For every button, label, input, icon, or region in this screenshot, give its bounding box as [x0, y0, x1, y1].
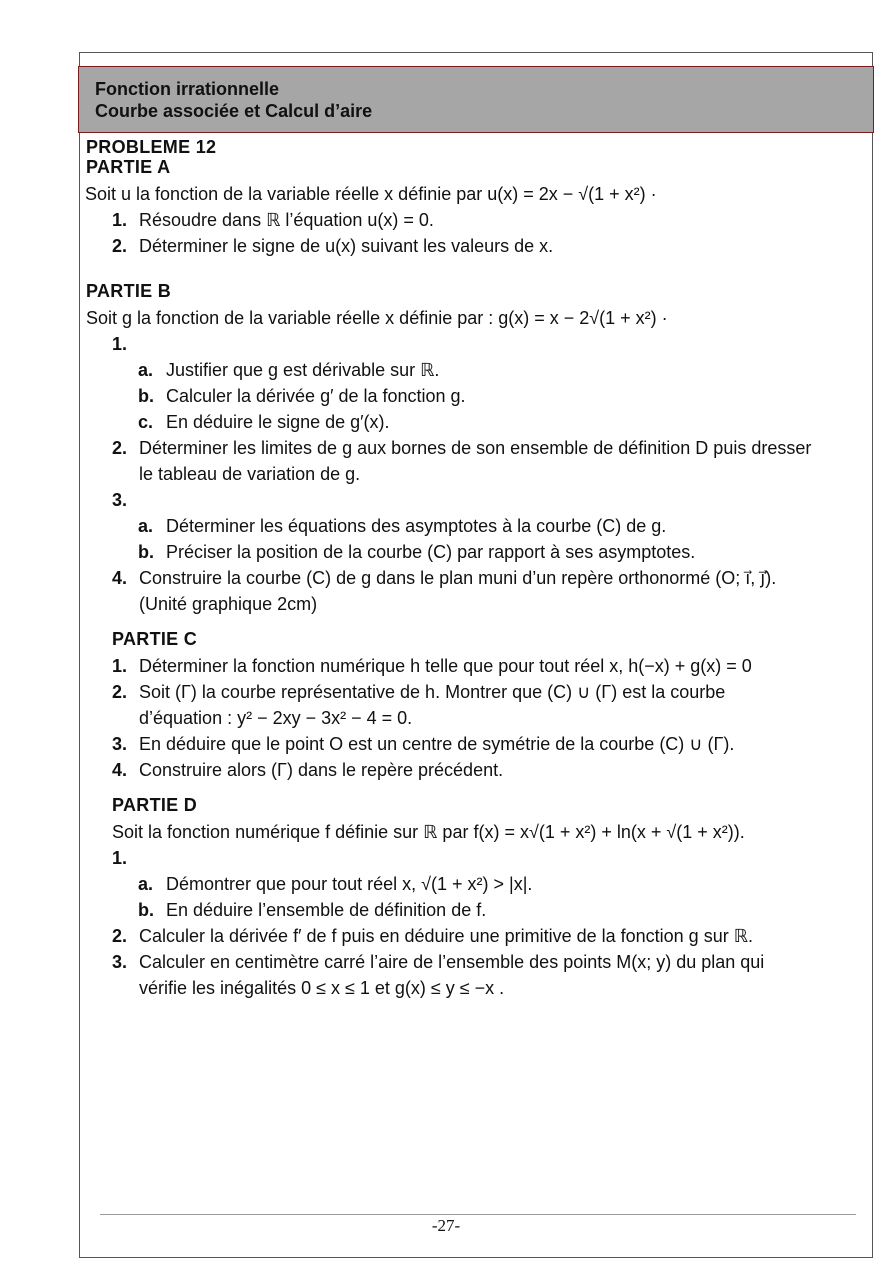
part-b-q3: 3. [112, 490, 128, 510]
chapter-subtitle: Courbe associée et Calcul d’aire [95, 101, 373, 121]
part-d-q1: 1. [112, 848, 128, 868]
part-b-q1a: a. Justifier que g est dérivable sur ℝ. [138, 360, 440, 380]
part-d-q3: 3. Calculer en centimètre carré l’aire de l’ensemble des points M(x; y) du plan qui [112, 952, 765, 972]
part-c-q1: 1. Déterminer la fonction numérique h telle que pour tout réel x, h(−x) + g(x) = 0 [112, 656, 752, 676]
part-b-q3b: b. Préciser la position de la courbe (C) par rapport à ses asymptotes. [138, 542, 696, 562]
part-b-q4: 4. Construire la courbe (C) de g dans le plan muni d’un repère orthonormé (O; i⃗, j⃗). [112, 568, 777, 588]
part-b-intro: Soit g la fonction de la variable réelle x définie par : g(x) = x − 2√(1 + x²) · [86, 308, 668, 328]
part-d-q3-cont: vérifie les inégalités 0 ≤ x ≤ 1 et g(x) ≤ y ≤ −x . [139, 978, 505, 998]
part-a-item-1: 1. Résoudre dans ℝ l’équation u(x) = 0. [112, 210, 434, 230]
part-c-q2: 2. Soit (Γ) la courbe représentative de h. Montrer que (C) ∪ (Γ) est la courbe [112, 682, 726, 702]
part-d-q1b: b. En déduire l’ensemble de définition de f. [138, 900, 487, 920]
part-a-title: PARTIE A [86, 157, 171, 177]
chapter-title: Fonction irrationnelle [95, 79, 280, 99]
part-a-intro-text: Soit u la fonction de la variable réelle x définie par u(x) = 2x − √(1 + x²) · [85, 184, 657, 204]
part-b-q2: 2. Déterminer les limites de g aux bornes de son ensemble de définition D puis dresser [112, 438, 812, 458]
part-b-q1: 1. [112, 334, 128, 354]
part-b-q1c: c. En déduire le signe de g′(x). [138, 412, 390, 432]
problem-content [86, 133, 872, 1001]
part-d-q1a: a. Démontrer que pour tout réel x, √(1 + x²) > |x|. [138, 874, 533, 894]
problem-title: PROBLEME 12 [86, 137, 217, 157]
part-d-title: PARTIE D [112, 795, 198, 815]
part-b-q4-cont: (Unité graphique 2cm) [139, 594, 318, 614]
part-b-q3a: a. Déterminer les équations des asymptotes à la courbe (C) de g. [138, 516, 667, 536]
footer-divider [100, 1214, 856, 1215]
part-c-q4: 4. Construire alors (Γ) dans le repère précédent. [112, 760, 504, 780]
page-number: -27- [431, 1216, 461, 1235]
part-b-q1b: b. Calculer la dérivée g′ de la fonction g. [138, 386, 466, 406]
part-c-title: PARTIE C [112, 629, 198, 649]
part-c-q2-cont: d’équation : y² − 2xy − 3x² − 4 = 0. [139, 708, 413, 728]
part-c-q3: 3. En déduire que le point O est un centre de symétrie de la courbe (C) ∪ (Γ). [112, 734, 735, 754]
part-a-item-2: 2. Déterminer le signe de u(x) suivant les valeurs de x. [112, 236, 554, 256]
part-d-q2: 2. Calculer la dérivée f′ de f puis en déduire une primitive de la fonction g sur ℝ. [112, 926, 753, 946]
part-b-q2-cont: le tableau de variation de g. [139, 464, 361, 484]
part-b-title: PARTIE B [86, 281, 172, 301]
chapter-header [78, 66, 874, 133]
part-a-intro [85, 181, 872, 207]
part-d-intro: Soit la fonction numérique f définie sur ℝ par f(x) = x√(1 + x²) + ln(x + √(1 + x²)). [112, 822, 745, 842]
